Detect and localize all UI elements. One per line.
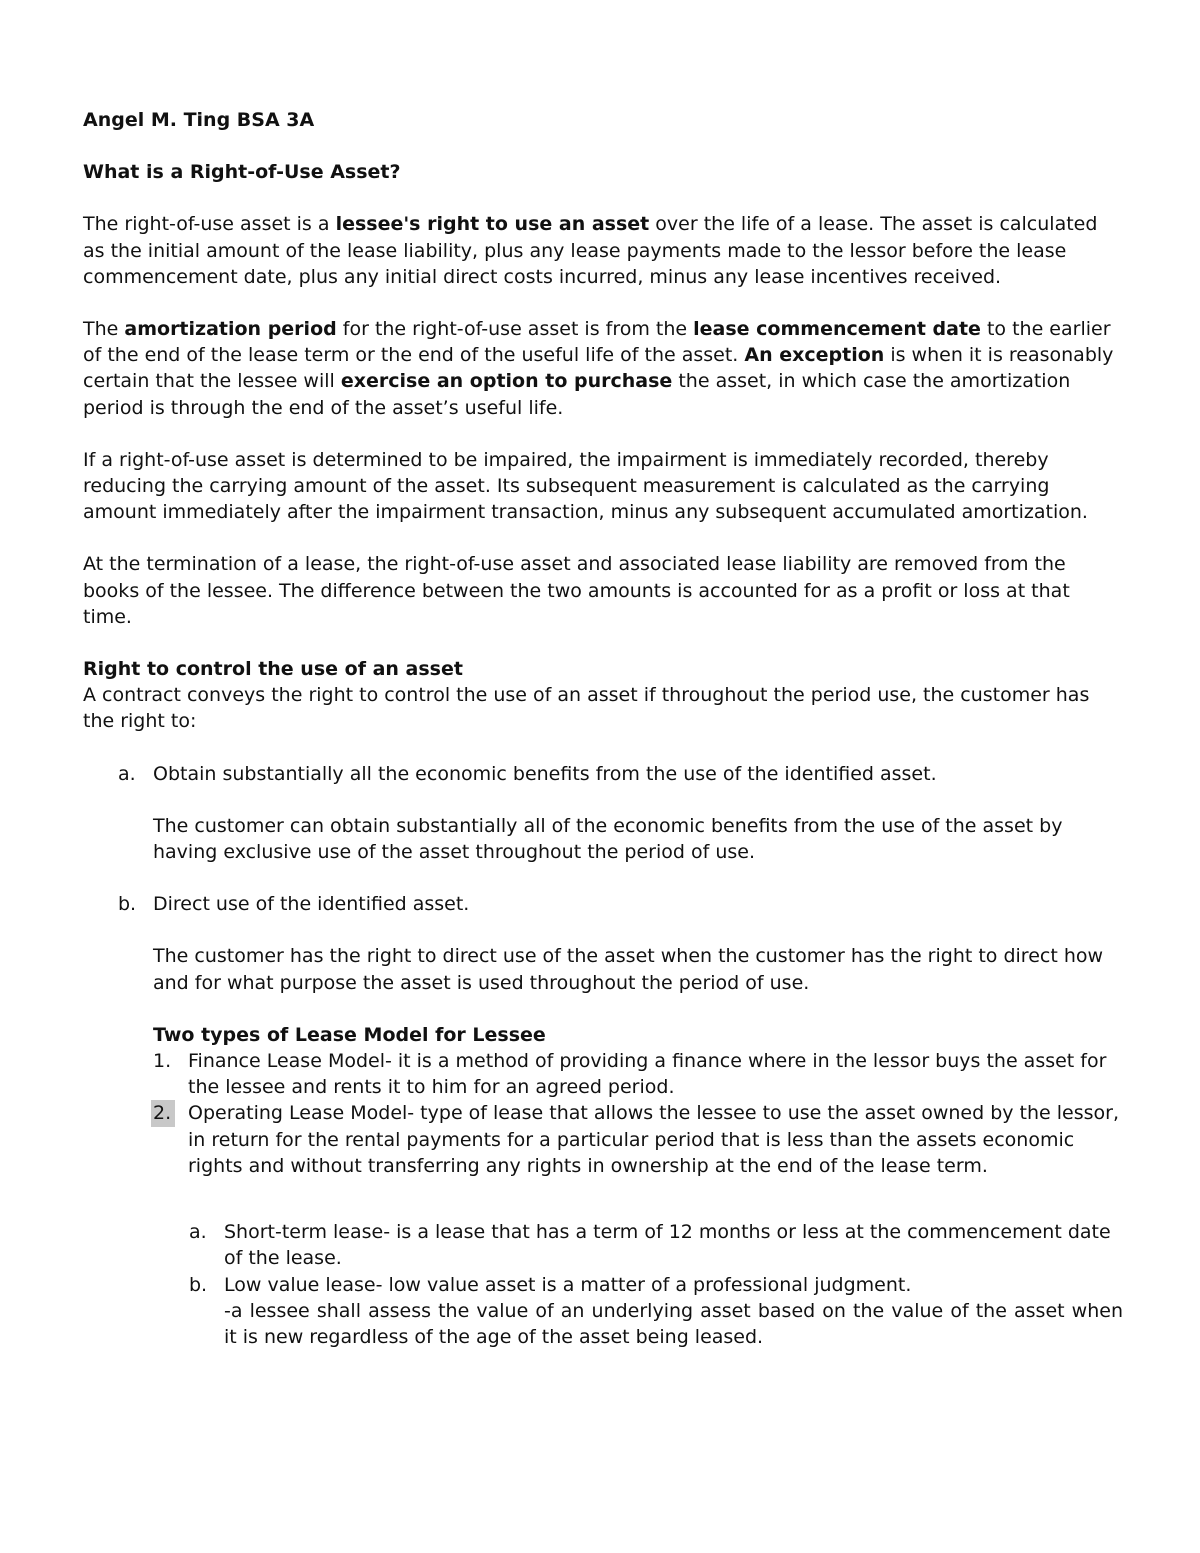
list-item [189,1219,1123,1271]
list-marker: a. [118,762,136,785]
list-item-text: Obtain substantially all the economic benefits from the use of the identified asset. [153,762,937,785]
list-item-text: Short-term lease- is a lease that has a term of 12 months or less at the commencement date of the lease. [224,1221,1111,1270]
list-marker: 1. [153,1050,172,1073]
rou-paragraph-4: At the termination of a lease, the right-of-use asset and associated lease liability are removed from the books of the lessee. The difference between the two amounts is accounted for as a profit or loss at that time. [83,553,1070,628]
list-marker-highlighted: 2. [151,1100,175,1126]
list-item-detail: The customer has the right to direct use of the asset when the customer has the right to direct how and for what purpose the asset is used throughout the period of use. [153,945,1104,994]
rou-heading: What is a Right-of-Use Asset? [83,161,401,184]
list-marker: b. [189,1273,208,1296]
list-item-note: -a lessee shall assess the value of an underlying asset based on the value of the asset when it is new regardless of the age of the asset being leased. [224,1299,1123,1348]
list-item [189,1272,1123,1351]
rou-paragraph-2: The amortization period for the right-of-use asset is from the lease commencement date to the earlier of the end of the lease term or the end of the useful life of the asset. An exception is when it is reasonably certain that the lessee will exercise an option to purchase the asset, in which case the amortization period is through the end of the asset’s useful life. [83,318,1114,419]
list-item-text: Operating Lease Model- type of lease that allows the lessee to use the asset owned by the lessor, in return for the rental payments for a particular period that is less than the assets economic rights and without transferring any rights in ownership at the end of the lease term. [188,1102,1120,1177]
list-item [118,761,1123,866]
rou-paragraph-3: If a right-of-use asset is determined to be impaired, the impairment is immediately recorded, thereby reducing the carrying amount of the asset. Its subsequent measurement is calculated as the carrying amount immediately after the impairment transaction, minus any subsequent accumulated amortization. [83,448,1088,524]
list-item-text: Finance Lease Model- it is a method of providing a finance where in the lessor buys the asset for the lessee and rents it to him for an agreed period. [188,1050,1107,1099]
list-item-text: Low value lease- low value asset is a matter of a professional judgment. [224,1273,912,1296]
models-heading: Two types of Lease Model for Lessee [153,1023,546,1046]
list-item-text: Direct use of the identified asset. [153,893,470,916]
list-marker: a. [189,1221,207,1244]
author-line: Angel M. Ting BSA 3A [83,109,315,131]
list-item [153,1100,1123,1179]
rou-paragraph-1: The right-of-use asset is a lessee's right to use an asset over the life of a lease. The asset is calculated as the initial amount of the lease liability, plus any lease payments made to the lessor before the lease commencement date, plus any initial direct costs incurred, minus any lease incentives received. [83,213,1098,288]
document-body [83,107,1123,1350]
list-marker: b. [118,893,137,916]
list-item [118,891,1123,996]
list-item-detail: The customer can obtain substantially all of the economic benefits from the use of the asset by having exclusive use of the asset throughout the period of use. [153,814,1063,864]
control-intro: A contract conveys the right to control the use of an asset if throughout the period use, the customer has the right to: [83,684,1090,733]
control-heading: Right to control the use of an asset [83,658,463,681]
list-item [153,1048,1123,1100]
